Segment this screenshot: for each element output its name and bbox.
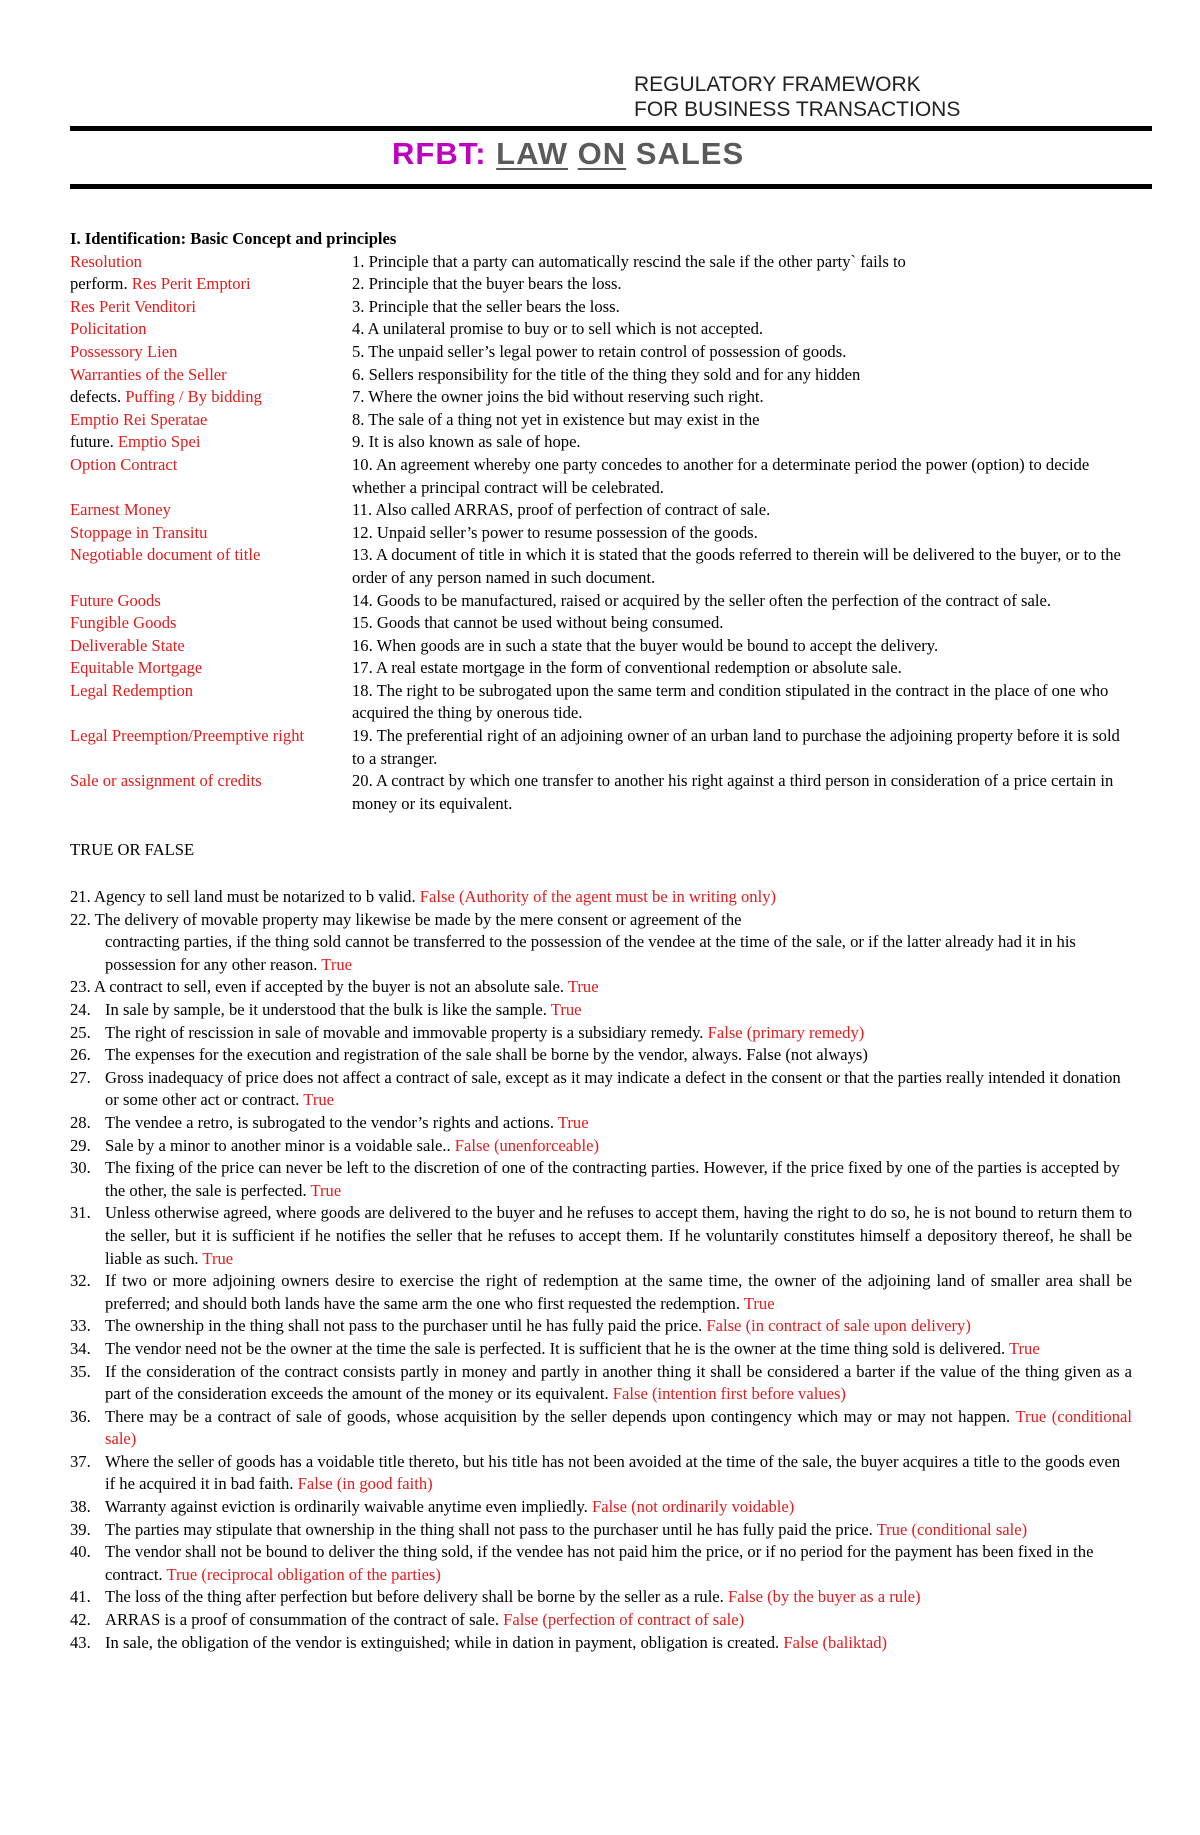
question-number: 28.	[70, 1112, 91, 1132]
identification-heading: I. Identification: Basic Concept and principles	[70, 229, 397, 248]
answer: False (Authority of the agent must be in writing only)	[419, 887, 777, 907]
question-number: 24.	[70, 1000, 91, 1019]
question-item	[70, 1157, 1132, 1202]
question-text: Sale by a minor to another minor is a voidable sale..	[105, 1135, 455, 1155]
identification-row	[70, 544, 1132, 589]
question-text: The ownership in the thing shall not pass to the purchaser until he has fully paid the price.	[105, 1316, 707, 1336]
question-number: 30.	[70, 1158, 91, 1178]
question-text: 23. A contract to sell, even if accepted by the buyer is not an absolute sale.	[70, 977, 568, 997]
answer-term: Equitable Mortgage	[70, 658, 203, 678]
answer-term: Sale or assignment of credits	[70, 771, 262, 791]
definition: 10. An agreement whereby one party concedes to another for a determinate period the power (option) to decide whether a principal contract will be celebrated.	[352, 454, 1090, 497]
document-body	[70, 228, 1132, 1654]
answer: True	[1008, 1338, 1040, 1358]
question-number: 27.	[70, 1067, 91, 1087]
identification-row	[70, 431, 1132, 454]
question-text: The expenses for the execution and registration of the sale shall be borne by the vendor, always. False (not always)	[105, 1045, 868, 1065]
answer: True	[550, 1000, 582, 1019]
term-lead: perform.	[70, 274, 132, 294]
identification-row	[70, 635, 1132, 658]
answer: False (in contract of sale upon delivery)	[706, 1316, 971, 1336]
answer-term: Future Goods	[70, 590, 161, 610]
question-number: 38.	[70, 1497, 91, 1517]
header-line-2: FOR BUSINESS TRANSACTIONS	[634, 98, 961, 121]
question-text: The fixing of the price can never be left to the discretion of one of the contracting parties. However, if the price fixed by one of the parties is accepted by the other, the sale is perfected.	[105, 1158, 1120, 1200]
identification-row	[70, 612, 1132, 635]
question-item	[70, 1315, 1132, 1338]
question-item	[70, 1112, 1132, 1135]
question-item	[70, 1609, 1132, 1632]
header-block	[634, 72, 960, 122]
answer-term: Earnest Money	[70, 500, 171, 520]
question-number: 42.	[70, 1610, 91, 1630]
answer-term: Negotiable document of title	[70, 545, 261, 565]
answer: True	[303, 1090, 335, 1110]
question-text: In sale by sample, be it understood that the bulk is like the sample.	[105, 1000, 551, 1019]
question-item	[70, 1406, 1132, 1451]
question-item	[70, 1586, 1132, 1609]
question-number: 33.	[70, 1316, 91, 1336]
definition: 5. The unpaid seller’s legal power to retain control of possession of goods.	[352, 341, 847, 361]
question-text: In sale, the obligation of the vendor is extinguished; while in dation in payment, obligation is created.	[105, 1632, 784, 1652]
title-on: ON	[577, 136, 627, 171]
question-item	[70, 1361, 1132, 1406]
identification-row	[70, 657, 1132, 680]
answer: True (reciprocal obligation of the parties)	[166, 1564, 441, 1584]
title-prefix: RFBT:	[392, 136, 487, 171]
question-text-continued: contracting parties, if the thing sold cannot be transferred to the possession of the vendee at the time of the sale, or if the latter already had it in his possession for any other reason.	[105, 932, 1076, 974]
question-text: The loss of the thing after perfection but before delivery shall be borne by the seller as a rule.	[105, 1587, 728, 1607]
answer-term: Legal Redemption	[70, 680, 194, 700]
question-item	[70, 1338, 1132, 1361]
definition: 12. Unpaid seller’s power to resume possession of the goods.	[352, 522, 758, 542]
question-number: 41.	[70, 1587, 91, 1607]
question-text: There may be a contract of sale of goods, whose acquisition by the seller depends upon contingency which may or may not happen.	[105, 1406, 1016, 1426]
question-item	[70, 1044, 1132, 1067]
answer: False (baliktad)	[783, 1632, 888, 1652]
question-number: 43.	[70, 1632, 91, 1652]
question-item	[70, 1632, 1132, 1655]
answer-term: Res Perit Emptori	[131, 274, 251, 294]
answer: True (conditional sale)	[876, 1519, 1028, 1539]
definition: 15. Goods that cannot be used without being consumed.	[352, 613, 724, 633]
answer: False (primary remedy)	[707, 1022, 865, 1042]
definition: 17. A real estate mortgage in the form of conventional redemption or absolute sale.	[352, 658, 902, 678]
title-law: LAW	[496, 136, 569, 171]
identification-row	[70, 364, 1132, 387]
answer-term: Policitation	[70, 319, 147, 339]
question-21	[70, 886, 1132, 909]
answer: True	[310, 1180, 342, 1200]
question-item	[70, 1067, 1132, 1112]
definition: 3. Principle that the seller bears the loss.	[352, 296, 620, 316]
question-text: 21. Agency to sell land must be notarized to b valid.	[70, 887, 420, 907]
answer: False (perfection of contract of sale)	[503, 1610, 745, 1630]
definition: 6. Sellers responsibility for the title of the thing they sold and for any hidden	[352, 364, 861, 384]
identification-row	[70, 296, 1132, 319]
question-item	[70, 1202, 1132, 1270]
true-false-list	[70, 999, 1132, 1654]
question-number: 25.	[70, 1022, 91, 1042]
question-text: If the consideration of the contract consists partly in money and partly in another thing it shall be considered a barter if the value of the thing given as a part of the consideration exceeds the amount of the money or its equivalent.	[105, 1361, 1132, 1404]
question-item	[70, 1519, 1132, 1542]
answer-term: Resolution	[70, 251, 142, 271]
identification-row	[70, 770, 1132, 815]
question-text: The vendor need not be the owner at the time the sale is perfected. It is sufficient that he is the owner at the time thing sold is delivered.	[105, 1338, 1009, 1358]
top-rule	[70, 126, 1152, 131]
question-item	[70, 1541, 1132, 1586]
answer-term: Res Perit Venditori	[70, 296, 196, 316]
definition: 1. Principle that a party can automatically rescind the sale if the other party` fails to	[352, 251, 906, 271]
question-text: ARRAS is a proof of consummation of the contract of sale.	[105, 1610, 504, 1630]
definition: 11. Also called ARRAS, proof of perfection of contract of sale.	[352, 500, 771, 520]
identification-list	[70, 251, 1132, 816]
definition: 20. A contract by which one transfer to another his right against a third person in consideration of a price certain in money or its equivalent.	[352, 771, 1114, 813]
answer: False (intention first before values)	[612, 1384, 846, 1404]
answer-term: Option Contract	[70, 454, 178, 474]
definition: 9. It is also known as sale of hope.	[352, 432, 581, 452]
definition: 16. When goods are in such a state that the buyer would be bound to accept the delivery.	[352, 635, 939, 655]
question-text: The right of rescission in sale of movable and immovable property is a subsidiary remedy.	[105, 1022, 708, 1042]
definition: 7. Where the owner joins the bid without reserving such right.	[352, 387, 764, 407]
question-item	[70, 1022, 1132, 1045]
identification-row	[70, 522, 1132, 545]
header-line-1: REGULATORY FRAMEWORK	[634, 73, 921, 96]
question-text: The vendee a retro, is subrogated to the vendor’s rights and actions.	[105, 1112, 558, 1132]
term-lead: future.	[70, 432, 118, 452]
identification-row	[70, 318, 1132, 341]
question-number: 29.	[70, 1135, 91, 1155]
answer-term: Fungible Goods	[70, 613, 177, 633]
answer-term: Warranties of the Seller	[70, 364, 227, 384]
question-text: Where the seller of goods has a voidable title thereto, but his title has not been avoided at the time of the sale, the buyer acquires a title to the goods even if he acquired it in bad faith.	[105, 1451, 1121, 1494]
answer: False (by the buyer as a rule)	[727, 1587, 921, 1607]
answer-term: Legal Preemption/Preemptive right	[70, 726, 305, 746]
true-false-heading: TRUE OR FALSE	[70, 840, 195, 860]
question-item	[70, 1496, 1132, 1519]
question-text: Warranty against eviction is ordinarily waivable anytime even impliedly.	[105, 1497, 592, 1517]
answer: False (unenforceable)	[454, 1135, 599, 1155]
question-number: 40.	[70, 1542, 91, 1562]
definition: 14. Goods to be manufactured, raised or acquired by the seller often the perfection of the contract of sale.	[352, 590, 1051, 610]
answer-term: Possessory Lien	[70, 341, 178, 361]
question-number: 31.	[70, 1203, 91, 1223]
answer: True	[202, 1248, 234, 1268]
answer: True	[321, 954, 353, 974]
question-number: 26.	[70, 1045, 91, 1065]
identification-row	[70, 273, 1132, 296]
identification-row	[70, 499, 1132, 522]
definition: 18. The right to be subrogated upon the same term and condition stipulated in the contract in the place of one who acquired the thing by onerous tide.	[352, 680, 1109, 723]
identification-row	[70, 341, 1132, 364]
question-item	[70, 1135, 1132, 1158]
question-number: 34.	[70, 1338, 91, 1358]
page-title	[392, 136, 744, 172]
question-number: 32.	[70, 1271, 91, 1291]
question-item	[70, 999, 1132, 1022]
identification-row	[70, 725, 1132, 770]
question-text: 22. The delivery of movable property may likewise be made by the mere consent or agreement of the	[70, 909, 742, 929]
identification-row	[70, 680, 1132, 725]
question-item	[70, 1270, 1132, 1315]
question-number: 37.	[70, 1451, 91, 1471]
identification-row	[70, 409, 1132, 432]
question-23	[70, 976, 1132, 999]
definition: 8. The sale of a thing not yet in existence but may exist in the	[352, 409, 760, 429]
answer: False (not ordinarily voidable)	[591, 1497, 795, 1517]
answer-term: Stoppage in Transitu	[70, 522, 208, 542]
answer: True (conditional sale)	[105, 1406, 1132, 1449]
definition: 2. Principle that the buyer bears the loss.	[352, 274, 622, 294]
answer: True	[567, 977, 599, 997]
answer: False (in good faith)	[297, 1474, 433, 1494]
answer: True	[743, 1293, 775, 1313]
question-text: The vendor shall not be bound to deliver the thing sold, if the vendee has not paid him the price, or if no period for the payment has been fixed in the contract.	[105, 1542, 1094, 1584]
definition: 13. A document of title in which it is stated that the goods referred to therein will be delivered to the buyer, or to the order of any person named in such document.	[352, 545, 1121, 587]
title-rest: SALES	[635, 136, 745, 171]
answer-term: Deliverable State	[70, 635, 185, 655]
answer-term: Puffing / By bidding	[125, 387, 262, 407]
question-text: The parties may stipulate that ownership in the thing shall not pass to the purchaser until he has fully paid the price.	[105, 1519, 877, 1539]
answer: True	[557, 1112, 589, 1132]
identification-row	[70, 386, 1132, 409]
identification-row	[70, 454, 1132, 499]
bottom-rule	[70, 184, 1152, 189]
definition: 19. The preferential right of an adjoining owner of an urban land to purchase the adjoining property before it is sold to a stranger.	[352, 726, 1120, 768]
question-number: 35.	[70, 1361, 91, 1381]
definition: 4. A unilateral promise to buy or to sell which is not accepted.	[352, 319, 764, 339]
question-22	[70, 909, 1132, 977]
identification-row	[70, 590, 1132, 613]
term-lead: defects.	[70, 387, 126, 407]
answer-term: Emptio Spei	[117, 432, 201, 452]
question-item	[70, 1451, 1132, 1496]
question-text: Unless otherwise agreed, where goods are delivered to the buyer and he refuses to accept them, having the right to do so, he is not bound to return them to the seller, but it is sufficient if he notifies the seller that he refuses to accept them. If he voluntarily constitutes himself a depository thereof, he shall be liable as such.	[105, 1203, 1132, 1268]
identification-row	[70, 251, 1132, 274]
question-number: 39.	[70, 1519, 91, 1539]
question-text: If two or more adjoining owners desire to exercise the right of redemption at the same time, the owner of the adjoining land of smaller area shall be preferred; and should both lands have the same arm the one who first requested the redemption.	[105, 1271, 1132, 1313]
answer-term: Emptio Rei Speratae	[70, 409, 208, 429]
question-number: 36.	[70, 1406, 91, 1426]
question-text: Gross inadequacy of price does not affect a contract of sale, except as it may indicate a defect in the consent or that the parties really intended it donation or some other act or contract.	[105, 1067, 1121, 1110]
